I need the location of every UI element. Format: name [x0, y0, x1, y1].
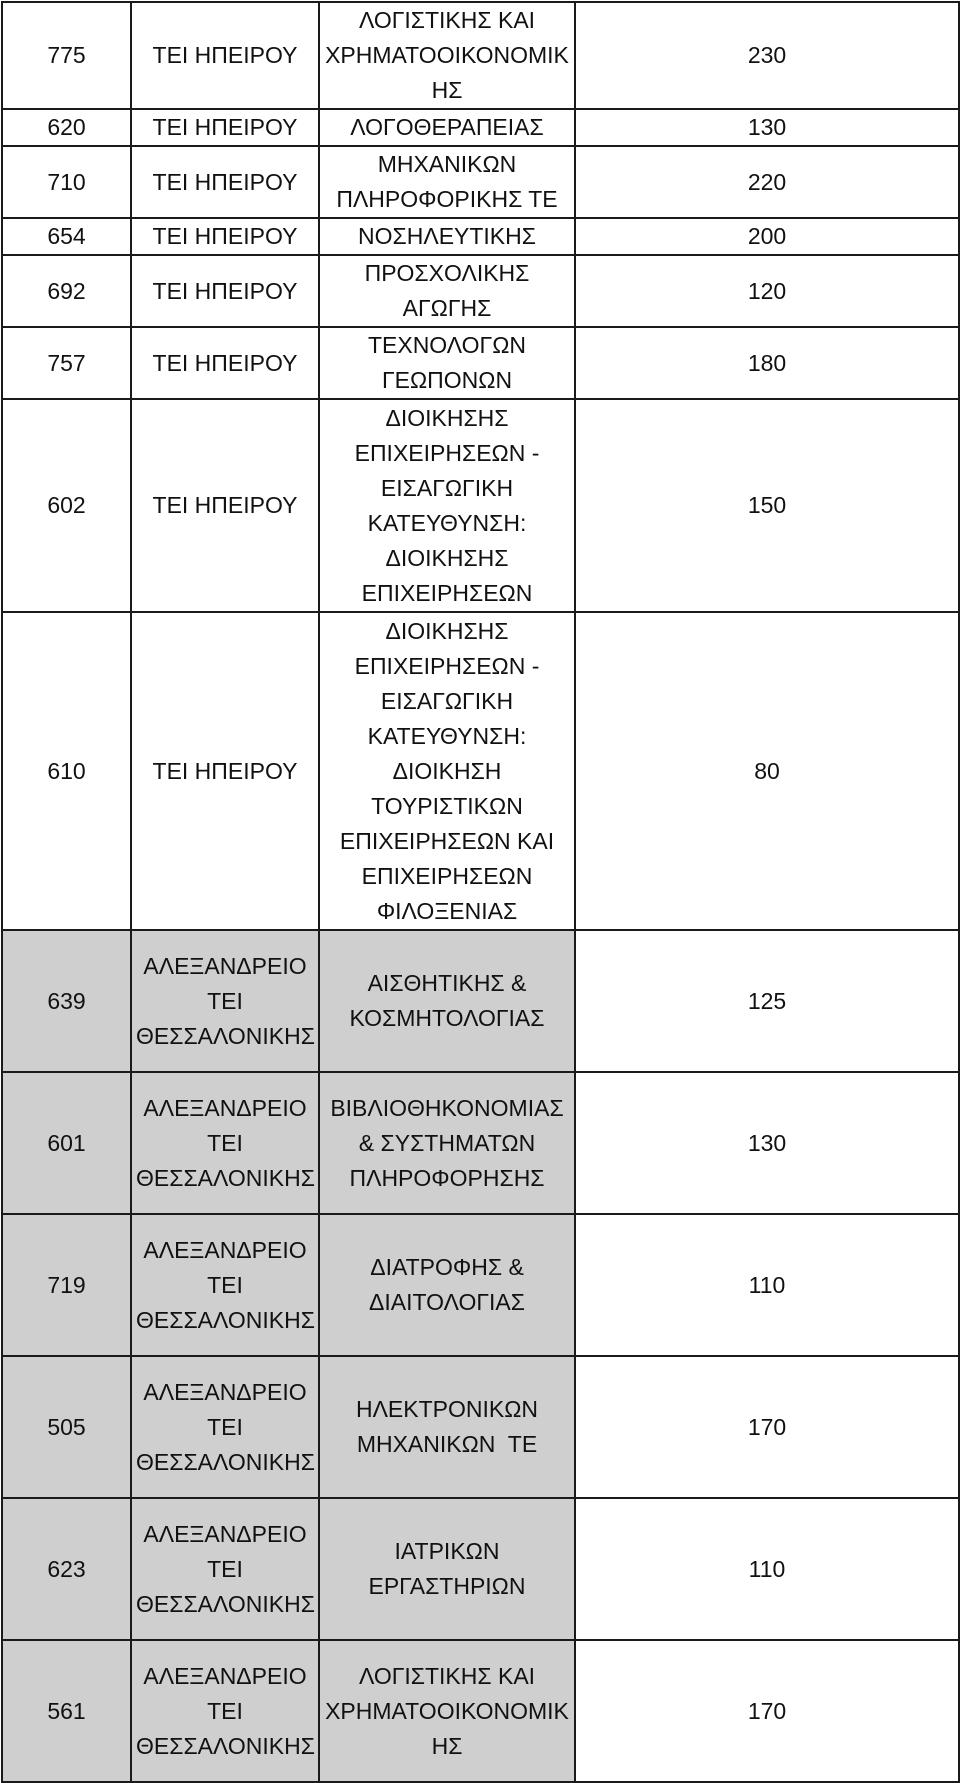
- code-cell: 775: [2, 2, 131, 109]
- table-row: [2, 1356, 959, 1498]
- department-line: ΔΙΑΤΡΟΦΗΣ &: [370, 1254, 524, 1280]
- institution-line: ΤΕΙ ΗΠΕΙΡΟΥ: [152, 223, 298, 249]
- table-row: [2, 1214, 959, 1356]
- department-line: ΕΠΙΧΕΙΡΗΣΕΩΝ: [361, 862, 533, 889]
- table-row: [2, 109, 959, 146]
- seats-cell: 170: [575, 1640, 959, 1782]
- institution-line: ΑΛΕΞΑΝΔΡΕΙΟ: [143, 952, 307, 979]
- seats-cell: 180: [575, 327, 959, 399]
- department-line: ΒΙΒΛΙΟΘΗΚΟΝΟΜΙΑΣ: [330, 1094, 564, 1121]
- department-line: ΕΠΙΧΕΙΡΗΣΕΩΝ -: [354, 652, 540, 679]
- department-cell: [319, 146, 575, 218]
- table-row: [2, 218, 959, 255]
- department-line: ΧΡΗΜΑΤΟΟΙΚΟΝΟΜΙΚ: [325, 1697, 569, 1724]
- department-line: ΛΟΓΟΘΕΡΑΠΕΙΑΣ: [350, 114, 544, 140]
- department-cell: [319, 1072, 575, 1214]
- seats-cell: 110: [575, 1214, 959, 1356]
- department-line: ΑΙΣΘΗΤΙΚΗΣ &: [367, 970, 527, 996]
- institution-line: ΘΕΣΣΑΛΟΝΙΚΗΣ: [136, 1590, 315, 1617]
- department-line: ΔΙΟΙΚΗΣΗΣ: [385, 404, 509, 431]
- departments-table: [1, 1, 960, 1783]
- institution-line: ΤΕΙ ΗΠΕΙΡΟΥ: [152, 168, 298, 195]
- institution-line: ΤΕΙ: [207, 1129, 243, 1156]
- code-cell: 505: [2, 1356, 131, 1498]
- department-line: ΗΣ: [431, 1732, 463, 1759]
- department-line: ΕΙΣΑΓΩΓΙΚΗ: [380, 474, 514, 501]
- table-row: [2, 930, 959, 1072]
- seats-cell: 130: [575, 109, 959, 146]
- seats-cell: 150: [575, 399, 959, 612]
- institution-line: ΤΕΙ ΗΠΕΙΡΟΥ: [152, 114, 298, 140]
- department-line: ΗΛΕΚΤΡΟΝΙΚΩΝ: [355, 1396, 539, 1422]
- department-line: ΦΙΛΟΞΕΝΙΑΣ: [376, 897, 518, 924]
- institution-cell: [131, 327, 319, 399]
- department-cell: [319, 2, 575, 109]
- seats-cell: 80: [575, 612, 959, 930]
- code-cell: 710: [2, 146, 131, 218]
- code-cell: 639: [2, 930, 131, 1072]
- code-cell: 602: [2, 399, 131, 612]
- department-line: ΜΗΧΑΝΙΚΩΝ: [377, 151, 517, 177]
- department-line: ΔΙΑΙΤΟΛΟΓΙΑΣ: [369, 1289, 525, 1315]
- department-cell: [319, 399, 575, 612]
- seats-cell: 130: [575, 1072, 959, 1214]
- department-line: ΙΑΤΡΙΚΩΝ: [394, 1538, 500, 1564]
- table-row: [2, 255, 959, 327]
- institution-line: ΘΕΣΣΑΛΟΝΙΚΗΣ: [136, 1732, 315, 1759]
- department-line: & ΣΥΣΤΗΜΑΤΩΝ: [358, 1129, 536, 1156]
- institution-cell: [131, 2, 319, 109]
- code-cell: 623: [2, 1498, 131, 1640]
- department-cell: [319, 255, 575, 327]
- department-line: ΓΕΩΠΟΝΩΝ: [381, 367, 513, 393]
- institution-cell: [131, 1072, 319, 1214]
- department-cell: [319, 1498, 575, 1640]
- department-cell: [319, 218, 575, 255]
- institution-line: ΘΕΣΣΑΛΟΝΙΚΗΣ: [136, 1164, 315, 1191]
- table-row: [2, 399, 959, 612]
- department-line: ΝΟΣΗΛΕΥΤΙΚΗΣ: [358, 223, 536, 249]
- institution-line: ΤΕΙ ΗΠΕΙΡΟΥ: [152, 42, 298, 68]
- department-line: ΠΛΗΡΟΦΟΡΗΣΗΣ: [349, 1164, 545, 1191]
- department-line: ΧΡΗΜΑΤΟΟΙΚΟΝΟΜΙΚ: [325, 42, 569, 68]
- institution-line: ΤΕΙ ΗΠΕΙΡΟΥ: [152, 277, 298, 304]
- table-row: [2, 1498, 959, 1640]
- institution-line: ΘΕΣΣΑΛΟΝΙΚΗΣ: [136, 1306, 315, 1333]
- code-cell: 561: [2, 1640, 131, 1782]
- seats-cell: 120: [575, 255, 959, 327]
- institution-line: ΤΕΙ ΗΠΕΙΡΟΥ: [152, 757, 298, 784]
- department-line: ΕΠΙΧΕΙΡΗΣΕΩΝ: [361, 579, 533, 606]
- institution-cell: [131, 255, 319, 327]
- institution-line: ΘΕΣΣΑΛΟΝΙΚΗΣ: [136, 1022, 315, 1049]
- department-line: ΗΣ: [431, 77, 463, 103]
- institution-line: ΤΕΙ: [207, 1697, 243, 1724]
- department-line: ΕΡΓΑΣΤΗΡΙΩΝ: [368, 1573, 526, 1599]
- institution-cell: [131, 1640, 319, 1782]
- institution-cell: [131, 399, 319, 612]
- department-cell: [319, 612, 575, 930]
- department-line: ΠΛΗΡΟΦΟΡΙΚΗΣ ΤΕ: [336, 186, 558, 212]
- institution-line: ΤΕΙ ΗΠΕΙΡΟΥ: [152, 349, 298, 376]
- department-line: ΠΡΟΣΧΟΛΙΚΗΣ ΑΓΩΓΗΣ: [364, 260, 530, 321]
- department-line: ΔΙΟΙΚΗΣΗ: [392, 757, 502, 784]
- department-cell: [319, 1356, 575, 1498]
- seats-cell: 125: [575, 930, 959, 1072]
- institution-line: ΤΕΙ: [207, 1555, 243, 1582]
- department-line: ΚΟΣΜΗΤΟΛΟΓΙΑΣ: [349, 1005, 545, 1031]
- code-cell: 620: [2, 109, 131, 146]
- department-cell: [319, 930, 575, 1072]
- institution-cell: [131, 146, 319, 218]
- seats-cell: 110: [575, 1498, 959, 1640]
- department-line: ΔΙΟΙΚΗΣΗΣ: [385, 544, 509, 571]
- institution-cell: [131, 1356, 319, 1498]
- code-cell: 692: [2, 255, 131, 327]
- institution-cell: [131, 109, 319, 146]
- seats-cell: 170: [575, 1356, 959, 1498]
- department-line: ΤΟΥΡΙΣΤΙΚΩΝ: [371, 792, 523, 819]
- table-row: [2, 146, 959, 218]
- department-line: ΛΟΓΙΣΤΙΚΗΣ ΚΑΙ: [358, 1662, 536, 1689]
- institution-line: ΑΛΕΞΑΝΔΡΕΙΟ: [143, 1662, 307, 1689]
- table-row: [2, 1640, 959, 1782]
- department-line: ΤΕΧΝΟΛΟΓΩΝ: [367, 332, 527, 358]
- institution-line: ΘΕΣΣΑΛΟΝΙΚΗΣ: [136, 1448, 315, 1475]
- institution-cell: [131, 612, 319, 930]
- institution-line: ΑΛΕΞΑΝΔΡΕΙΟ: [143, 1378, 307, 1405]
- institution-cell: [131, 1498, 319, 1640]
- department-line: ΜΗΧΑΝΙΚΩΝ ΤΕ: [356, 1431, 538, 1457]
- code-cell: 601: [2, 1072, 131, 1214]
- institution-cell: [131, 218, 319, 255]
- table-row: [2, 1072, 959, 1214]
- institution-line: ΑΛΕΞΑΝΔΡΕΙΟ: [143, 1236, 307, 1263]
- seats-cell: 230: [575, 2, 959, 109]
- table-row: [2, 327, 959, 399]
- institution-cell: [131, 1214, 319, 1356]
- institution-line: ΑΛΕΞΑΝΔΡΕΙΟ: [143, 1520, 307, 1547]
- institution-line: ΤΕΙ: [207, 1271, 243, 1298]
- department-line: ΚΑΤΕΥΘΥΝΣΗ:: [367, 722, 527, 749]
- code-cell: 719: [2, 1214, 131, 1356]
- department-cell: [319, 1640, 575, 1782]
- department-line: ΛΟΓΙΣΤΙΚΗΣ ΚΑΙ: [358, 7, 536, 33]
- institution-line: ΤΕΙ: [207, 987, 243, 1014]
- institution-line: ΑΛΕΞΑΝΔΡΕΙΟ: [143, 1094, 307, 1121]
- code-cell: 654: [2, 218, 131, 255]
- department-cell: [319, 1214, 575, 1356]
- code-cell: 610: [2, 612, 131, 930]
- department-line: ΚΑΤΕΥΘΥΝΣΗ:: [367, 509, 527, 536]
- seats-cell: 220: [575, 146, 959, 218]
- department-line: ΕΠΙΧΕΙΡΗΣΕΩΝ -: [354, 439, 540, 466]
- seats-cell: 200: [575, 218, 959, 255]
- institution-cell: [131, 930, 319, 1072]
- table-row: [2, 612, 959, 930]
- department-line: ΕΙΣΑΓΩΓΙΚΗ: [380, 687, 514, 714]
- table-row: [2, 2, 959, 109]
- department-line: ΔΙΟΙΚΗΣΗΣ: [385, 617, 509, 644]
- department-cell: [319, 109, 575, 146]
- department-cell: [319, 327, 575, 399]
- institution-line: ΤΕΙ ΗΠΕΙΡΟΥ: [152, 492, 298, 518]
- institution-line: ΤΕΙ: [207, 1413, 243, 1440]
- department-line: ΕΠΙΧΕΙΡΗΣΕΩΝ ΚΑΙ: [339, 827, 555, 854]
- code-cell: 757: [2, 327, 131, 399]
